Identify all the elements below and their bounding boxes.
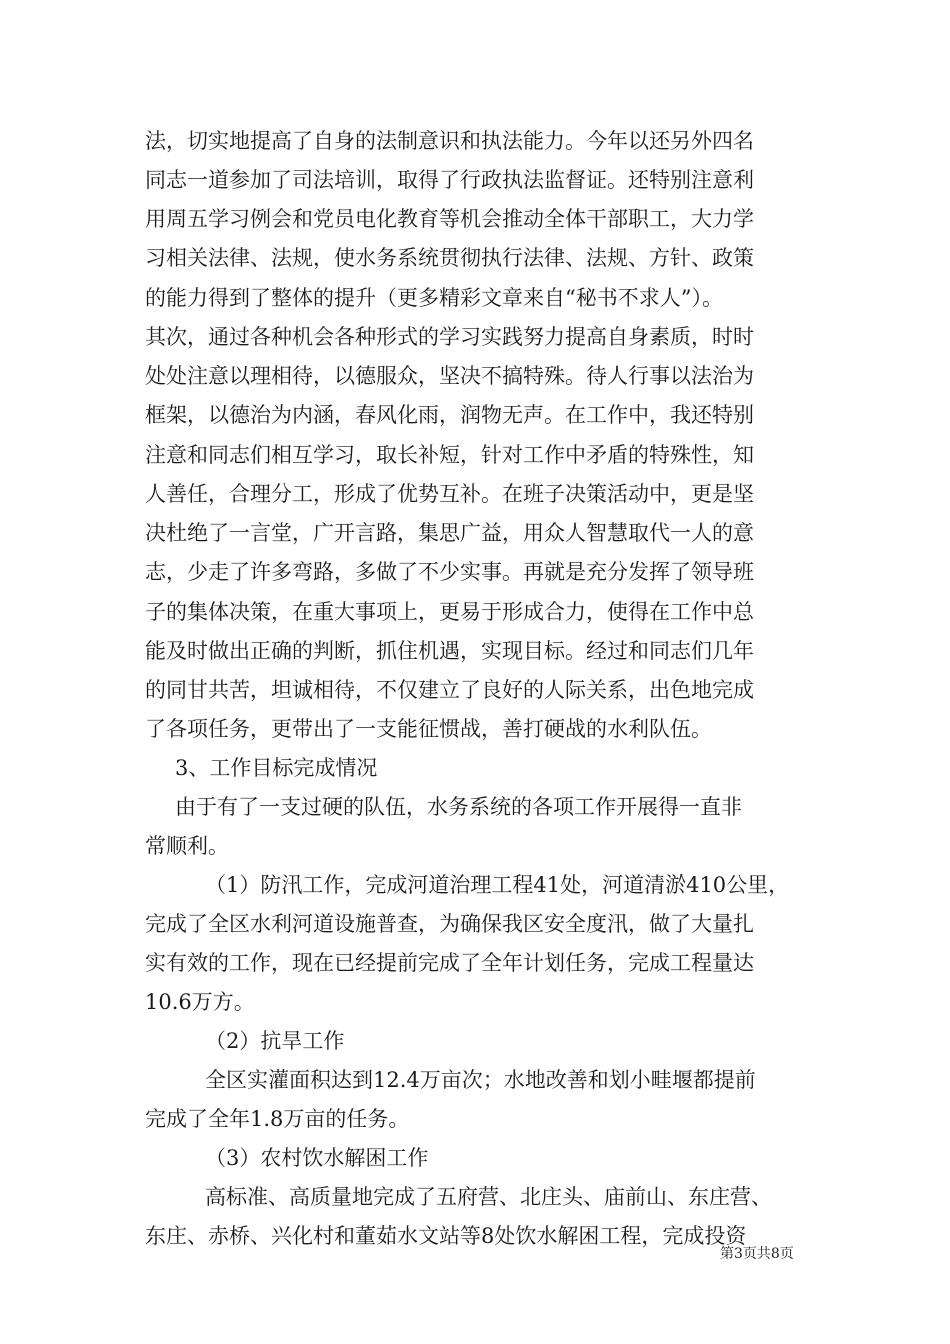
text-line: 子的集体决策，在重大事项上，更易于形成合力，使得在工作中总 [145,600,754,624]
text-line: 了各项任务，更带出了一支能征惯战，善打硬战的水利队伍。 [145,717,712,741]
section-heading: 3、工作目标完成情况 [175,756,378,780]
text-line: 用周五学习例会和党员电化教育等机会推动全体干部职工，大力学 [145,207,754,231]
text-line: （1）防汛工作，完成河道治理工程41处，河道清淤410公里， [205,873,790,897]
text-line: 的同甘共苦，坦诚相待，不仅建立了良好的人际关系，出色地完成 [145,678,754,702]
text-line: 东庄、赤桥、兴化村和董茹水文站等8处饮水解困工程，完成投资 [145,1224,747,1248]
text-line: 习相关法律、法规，使水务系统贯彻执行法律、法规、方针、政策 [145,246,754,270]
text-line: 法，切实地提高了自身的法制意识和执法能力。今年以还另外四名 [145,129,754,153]
text-line: 高标准、高质量地完成了五府营、北庄头、庙前山、东庄营、 [205,1185,772,1209]
text-line: 由于有了一支过硬的队伍，水务系统的各项工作开展得一直非 [175,795,742,819]
text-line: 全区实灌面积达到12.4万亩次；水地改善和划小畦堰都提前 [205,1068,756,1092]
text-line: 完成了全年1.8万亩的任务。 [145,1107,410,1131]
text-line: 实有效的工作，现在已经提前完成了全年计划任务，完成工程量达 [145,951,754,975]
text-line: 框架，以德治为内涵，春风化雨，润物无声。在工作中，我还特别 [145,403,754,427]
subsection-heading: （2）抗旱工作 [205,1029,345,1053]
text-line: 处处注意以理相待，以德服众，坚决不搞特殊。待人行事以法治为 [145,364,754,388]
text-line: 决杜绝了一言堂，广开言路，集思广益，用众人智慧取代一人的意 [145,521,754,545]
subsection-heading: （3）农村饮水解困工作 [205,1146,429,1170]
text-line: 10.6万方。 [145,990,255,1014]
text-line: 的能力得到了整体的提升（更多精彩文章来自“秘书不求人”）。 [145,286,723,310]
text-line: 完成了全区水利河道设施普查，为确保我区安全度汛，做了大量扎 [145,912,754,936]
text-line: 人善任，合理分工，形成了优势互补。在班子决策活动中，更是坚 [145,482,754,506]
text-line: 志，少走了许多弯路，多做了不少实事。再就是充分发挥了领导班 [145,560,754,584]
text-line: 同志一道参加了司法培训，取得了行政执法监督证。还特别注意利 [145,168,754,192]
text-line: 能及时做出正确的判断，抓住机遇，实现目标。经过和同志们几年 [145,639,754,663]
page-number: 第3页共8页 [720,1246,794,1262]
text-line: 常顺利。 [145,834,229,858]
text-line: 其次，通过各种机会各种形式的学习实践努力提高自身素质，时时 [145,325,754,349]
text-line: 注意和同志们相互学习，取长补短，针对工作中矛盾的特殊性，知 [145,443,754,467]
